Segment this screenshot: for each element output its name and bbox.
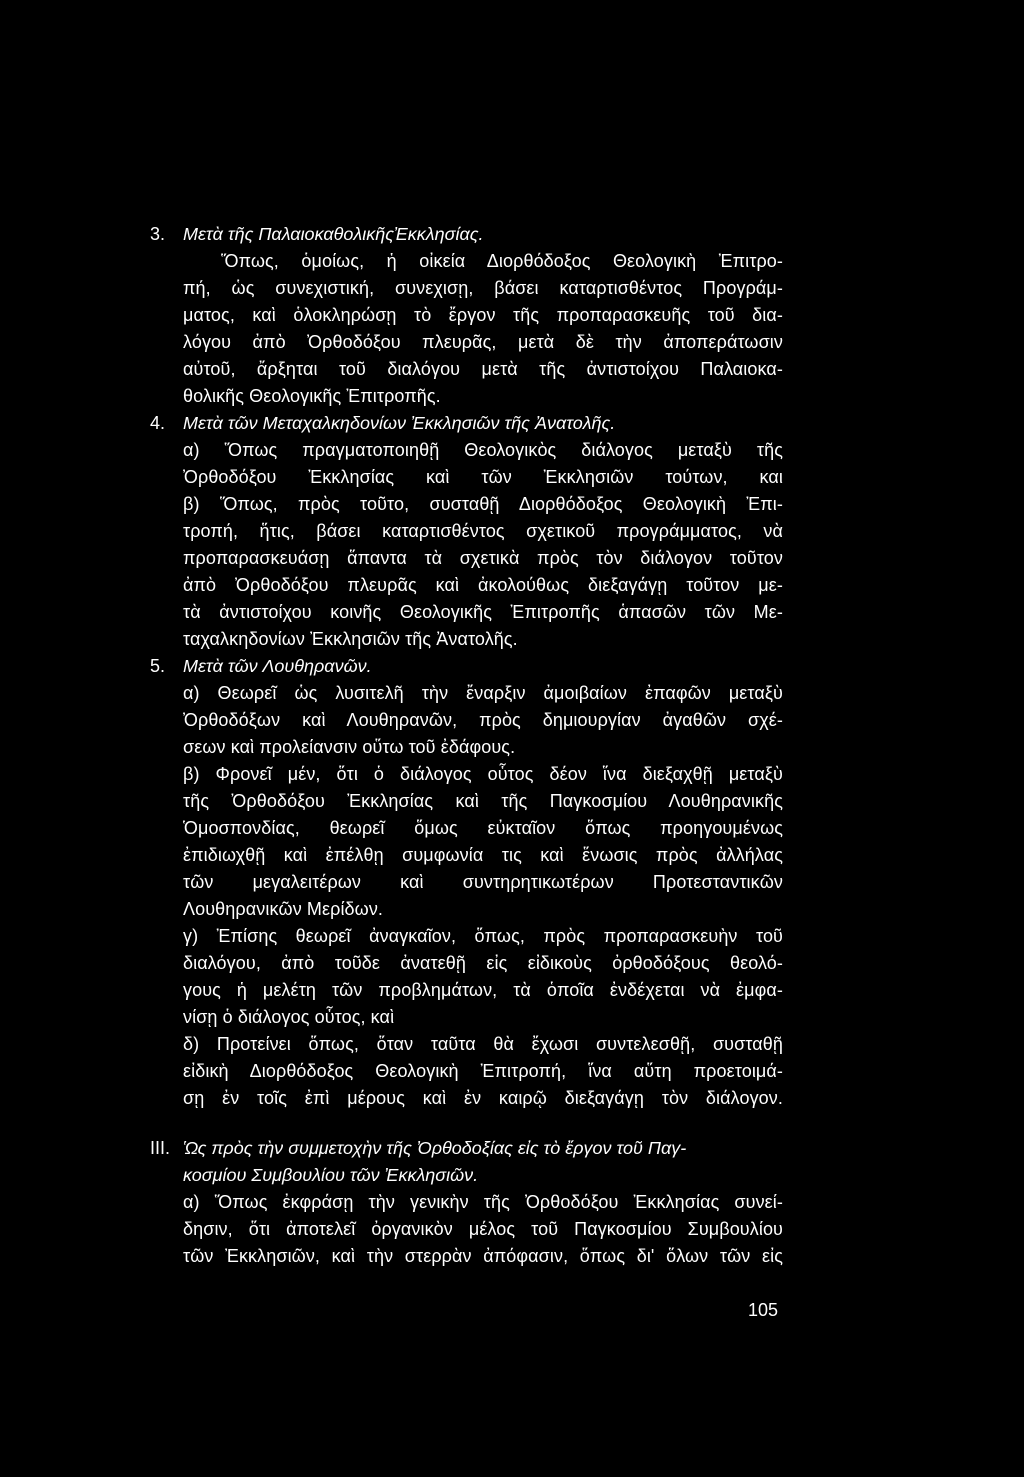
section-heading: Ὡς πρὸς τὴν συμμετοχὴν τῆς Ὀρθοδοξίας εἰς τὸ ἔργον τοῦ Παγ-	[183, 1138, 687, 1158]
text-line: Λουθηρανικῶν Μερίδων.	[183, 899, 384, 919]
text-line: ἀπὸ Ὀρθοδόξου πλευρᾶς καὶ ἀκολούθως διεξαγάγῃ τοῦτον με-	[183, 575, 783, 595]
section-heading: Μετὰ τῶν Μεταχαλκηδονίων Ἐκκλησιῶν τῆς Ἀνατολῆς.	[183, 413, 616, 433]
text-line: σῃ ἐν τοῖς ἐπὶ μέρους καὶ ἐν καιρῷ διεξαγάγῃ τὸν διάλογον.	[183, 1088, 783, 1108]
text-line: Ὁμοσπονδίας, θεωρεῖ ὅμως εὐκταῖον ὅπως προηγουμένως	[183, 818, 783, 838]
text-line: εἰδικὴ Διορθόδοξος Θεολογικὴ Ἐπιτροπή, ἵνα αὕτη προετοιμά-	[183, 1061, 783, 1081]
text-line: πή, ὡς συνεχιστική, συνεχισῃ, βάσει καταρτισθέντος Προγράμ-	[183, 278, 783, 298]
text-line: α) Ὅπως ἐκφράσῃ τὴν γενικὴν τῆς Ὀρθοδόξου Ἐκκλησίας συνεί-	[183, 1192, 783, 1212]
text-line: ματος, καὶ ὁλοκληρώσῃ τὸ ἔργον τῆς προπαρασκευῆς τοῦ δια-	[183, 305, 783, 325]
text-line: ταχαλκηδονίων Ἐκκλησιῶν τῆς Ἀνατολῆς.	[183, 629, 518, 649]
text-line: α) Θεωρεῖ ὡς λυσιτελῆ τὴν ἔναρξιν ἀμοιβαίων ἐπαφῶν μεταξὺ	[183, 683, 783, 703]
text-line: νίσῃ ὁ διάλογος οὗτος, καὶ	[183, 1007, 395, 1027]
text-line: γους ἡ μελέτη τῶν προβλημάτων, τὰ ὁποῖα ἐνδέχεται νὰ ἐμφα-	[183, 980, 783, 1000]
text-line: διαλόγου, ἀπὸ τοῦδε ἀνατεθῇ εἰς εἰδικοὺς ὀρθοδόξους θεολό-	[183, 953, 783, 973]
text-line: γ) Ἐπίσης θεωρεῖ ἀναγκαῖον, ὅπως, πρὸς προπαρασκευὴν τοῦ	[183, 926, 783, 946]
text-line: τῆς Ὀρθοδόξου Ἐκκλησίας καὶ τῆς Παγκοσμίου Λουθηρανικῆς	[183, 791, 783, 811]
text-line: β) Ὅπως, πρὸς τοῦτο, συσταθῇ Διορθόδοξος Θεολογικὴ Ἐπι-	[183, 494, 783, 514]
text-line: σεων καὶ προλείανσιν οὕτω τοῦ ἐδάφους.	[183, 737, 516, 757]
section-number: 5.	[150, 656, 166, 676]
text-line: α) Ὅπως πραγματοποιηθῇ Θεολογικὸς διάλογος μεταξὺ τῆς	[183, 440, 783, 460]
text-line: δησιν, ὅτι ἀποτελεῖ ὀργανικὸν μέλος τοῦ Παγκοσμίου Συμβουλίου	[183, 1219, 783, 1239]
text-line: Ὅπως, ὁμοίως, ἡ οἰκεία Διορθόδοξος Θεολογικὴ Ἐπιτρο-	[221, 251, 783, 271]
text-line: β) Φρονεῖ μέν, ὅτι ὁ διάλογος οὗτος δέον ἵνα διεξαχθῇ μεταξὺ	[183, 764, 783, 784]
text-line: αὐτοῦ, ἄρξηται τοῦ διαλόγου μετὰ τῆς ἀντιστοίχου Παλαιοκα-	[183, 359, 783, 379]
section-number: III.	[150, 1138, 171, 1158]
text-line: τροπή, ἥτις, βάσει καταρτισθέντος σχετικοῦ προγράμματος, νὰ	[183, 521, 783, 541]
text-line: δ) Προτείνει ὅπως, ὅταν ταῦτα θὰ ἔχωσι συντελεσθῇ, συσταθῇ	[183, 1034, 783, 1054]
text-line: θολικῆς Θεολογικῆς Ἐπιτροπῆς.	[183, 386, 441, 406]
text-line: προπαρασκευάσῃ ἅπαντα τὰ σχετικὰ πρὸς τὸν διάλογον τοῦτον	[183, 548, 783, 568]
section-number: 3.	[150, 224, 166, 244]
section-heading: Μετὰ τῶν Λουθηρανῶν.	[183, 656, 372, 676]
text-line: λόγου ἀπὸ Ὀρθοδόξου πλευρᾶς, μετὰ δὲ τὴν ἀποπεράτωσιν	[183, 332, 783, 352]
page-number: 105	[748, 1300, 779, 1320]
text-line: τὰ ἀντιστοίχου κοινῆς Θεολογικῆς Ἐπιτροπῆς ἁπασῶν τῶν Με-	[183, 602, 783, 622]
section-heading-continued: κοσμίου Συμβουλίου τῶν Ἐκκλησιῶν.	[183, 1165, 479, 1185]
section-number: 4.	[150, 413, 166, 433]
text-line: ἐπιδιωχθῇ καὶ ἐπέλθῃ συμφωνία τις καὶ ἕνωσις πρὸς ἀλλήλας	[183, 845, 783, 865]
text-line: Ὀρθοδόξου Ἐκκλησίας καὶ τῶν Ἐκκλησιῶν τούτων, και	[183, 467, 783, 487]
text-line: Ὀρθοδόξων καὶ Λουθηρανῶν, πρὸς δημιουργίαν ἀγαθῶν σχέ-	[183, 710, 783, 730]
section-heading: Μετὰ τῆς ΠαλαιοκαθολικῆςἘκκλησίας.	[183, 224, 484, 244]
text-line: τῶν Ἐκκλησιῶν, καὶ τὴν στερρὰν ἀπόφασιν, ὅπως δι' ὅλων τῶν εἰς	[183, 1246, 783, 1266]
text-line: τῶν μεγαλειτέρων καὶ συντηρητικωτέρων Προτεσταντικῶν	[183, 872, 783, 892]
